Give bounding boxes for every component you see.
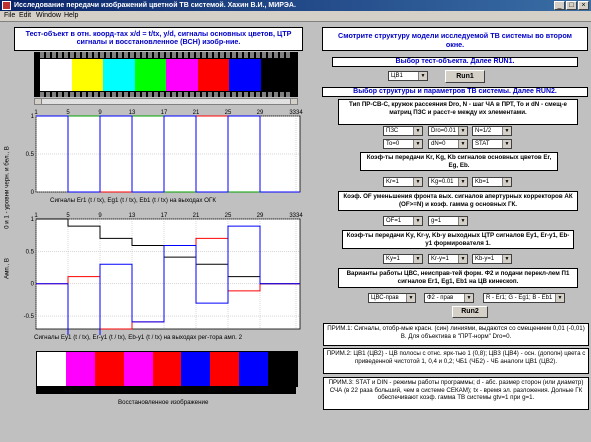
- chart1-caption: Сигналы Er1 (t / tx), Eg1 (t / tx), Eb1 (t / tx) на выходах ОГК: [50, 197, 216, 204]
- test-object-value: ЦВ1: [391, 73, 403, 79]
- horizontal-scrollbar[interactable]: [34, 98, 298, 105]
- y-tick-label: -0.5: [23, 314, 34, 321]
- x-tick-label: 13: [128, 110, 136, 116]
- k-coef-description: Коэф-ты передачи Kr, Kg, Kb сигналов основных цветов Er, Eg, Eb.: [360, 152, 558, 171]
- chevron-down-icon: ▼: [406, 294, 415, 302]
- recon-bar-2: [66, 352, 95, 386]
- x-tick-label: 1: [34, 110, 38, 116]
- f2-mode-select[interactable]: [424, 293, 474, 303]
- right-header: Смотрите структуру модели исследуемой ТВ системы во втором окне.: [322, 27, 588, 51]
- chart1-ylabel: 0 и 1 - уровни черн. и бел., В: [3, 146, 11, 229]
- recon-bar-8: [239, 352, 268, 386]
- chevron-down-icon: ▼: [502, 140, 511, 148]
- switch-p1-value: R - Er1; G - Eg1; B - Eb1: [486, 295, 553, 301]
- kg-value: Kg=0.01: [431, 179, 454, 185]
- type-description: Тип ПР-СВ-С, кружок рассеяния Dro, N - шаг ЧА в ПРТ, To и dN - смещ-е матриц ПЗС и расст-е между их элементами.: [338, 99, 578, 125]
- ky-value: Ky=1: [386, 256, 400, 262]
- kry-value: Kr-y=1: [431, 256, 449, 262]
- note-3: ПРИМ.3: STAT и DIN - режимы работы программы; d - абс. размер сторон (или диаметр) СЧА (в 22 раза больший, чем в системе СЕКАМ); tx - время эл. разложения. Долные ГК обеспечивают коэф. гамма ТВ системы gtv=1 при g=1.: [323, 377, 589, 410]
- chevron-down-icon: ▼: [464, 294, 473, 302]
- chevron-down-icon: ▼: [502, 178, 511, 186]
- gamma-select[interactable]: [428, 216, 468, 226]
- x-tick-label: 29: [256, 213, 264, 219]
- app-icon: [2, 1, 11, 10]
- y-tick-label: 0.5: [25, 152, 34, 158]
- x-tick-label: 5: [66, 213, 70, 219]
- kb-select[interactable]: [472, 177, 512, 187]
- n-step-value: N=1/2: [475, 128, 492, 134]
- left-header: Тест-объект в отн. коорд-тах x/d = t/tx, y/d, сигналы основных цветов, ЦТР сигналы и восстановленное (ВСН) изобр-ние.: [14, 27, 303, 51]
- test-object-panel: [34, 52, 298, 97]
- chevron-down-icon: ▼: [413, 217, 422, 225]
- color-bar-8: [261, 59, 293, 91]
- close-button[interactable]: ×: [578, 1, 589, 10]
- color-bar-1: [40, 59, 72, 91]
- menu-window[interactable]: Window: [36, 12, 61, 19]
- variants-description: Варианты работы ЦВС, неисправ-тей форм. Ф2 и подачи перекл-лем П1 сигналов Er1, Eg1, Eb1 на ЦВ кинескоп.: [338, 268, 578, 288]
- y-tick-label: 0: [30, 190, 34, 196]
- color-bar-7: [229, 59, 261, 91]
- menu-bar: [0, 11, 591, 22]
- x-tick-label: 1: [34, 213, 38, 219]
- window-title: Исследование передачи изображений цветной ТВ системой. Хахин В.И., МИРЭА.: [14, 2, 296, 9]
- film-perforation-top: [40, 52, 292, 58]
- y-tick-label: 1: [30, 217, 34, 223]
- x-tick-label: 17: [160, 110, 168, 116]
- y-tick-label: 1: [30, 114, 34, 120]
- chevron-down-icon: ▼: [413, 178, 422, 186]
- chevron-down-icon: ▼: [502, 127, 511, 135]
- note-1: ПРИМ.1: Сигналы, отобр-мые красн. (син) линиями, выдаются со смещением 0,01 (-0,01) В. Для объектива в "ПРТ-норм" Dro=0.: [323, 323, 589, 346]
- chart2-plot: [14, 209, 304, 335]
- of-coef-description: Коэф. OF уменьшения фронта вых. сигналов апертурных корректоров АК (OF>=N) и коэф. гамма g основных ГК.: [338, 191, 578, 211]
- chevron-down-icon: ▼: [458, 255, 467, 263]
- kby-select[interactable]: [472, 254, 512, 264]
- test-color-bars: [40, 59, 292, 91]
- reconstructed-caption: Восстановленное изображение: [118, 399, 209, 406]
- recon-bar-4: [124, 352, 153, 386]
- dn-value: dN=0: [431, 141, 446, 147]
- chevron-down-icon: ▼: [502, 255, 511, 263]
- to-select[interactable]: [383, 139, 423, 149]
- x-tick-label: 3334: [289, 213, 303, 219]
- switch-p1-select[interactable]: [483, 293, 565, 303]
- scroll-left-arrow[interactable]: [35, 99, 42, 104]
- chevron-down-icon: ▼: [418, 72, 427, 80]
- x-tick-label: 21: [192, 213, 200, 219]
- reconstructed-image-bottom: [36, 386, 296, 394]
- chevron-down-icon: ▼: [413, 140, 422, 148]
- f2-mode-value: Ф2 - прав: [427, 295, 454, 301]
- chart2-ylabel-wrap: [2, 220, 14, 320]
- select-structure-label: Выбор структуры и параметров ТВ системы. Далее RUN2.: [322, 87, 588, 97]
- reconstructed-image: [36, 351, 298, 387]
- y-tick-label: 0: [30, 281, 34, 288]
- dro-value: Dro=0.01: [431, 128, 456, 134]
- mode-value: STAT: [475, 141, 490, 147]
- chart2-caption: Сигналы Ey1 (t / tx), Er-y1 (t / tx), Eb-y1 (t / tx) на выходах рег-тора амп. 2: [34, 334, 243, 341]
- sensor-type-value: ПЗС: [386, 128, 399, 134]
- chevron-down-icon: ▼: [413, 255, 422, 263]
- x-tick-label: 29: [256, 110, 264, 116]
- color-bar-3: [103, 59, 135, 91]
- n-step-select[interactable]: [472, 126, 512, 136]
- of-value: OF=1: [386, 218, 402, 224]
- dn-select[interactable]: [428, 139, 468, 149]
- x-tick-label: 17: [160, 213, 168, 219]
- gamma-value: g=1: [431, 218, 442, 224]
- cvs-mode-select[interactable]: [368, 293, 416, 303]
- recon-bar-3: [95, 352, 124, 386]
- recon-bar-1: [37, 352, 66, 386]
- x-tick-label: 3334: [289, 110, 303, 116]
- title-bar: [0, 0, 591, 11]
- dro-select[interactable]: [428, 126, 468, 136]
- kg-select[interactable]: [428, 177, 468, 187]
- ky-coef-description: Коэф-ты передачи Ky, Kr-y, Kb-y выходных ЦТР сигналов Ey1, Er-y1, Eb-y1 формирователя 1.: [342, 230, 574, 249]
- menu-file[interactable]: File: [4, 12, 16, 19]
- chevron-down-icon: ▼: [458, 217, 467, 225]
- chevron-down-icon: ▼: [458, 127, 467, 135]
- minimize-button[interactable]: _: [554, 1, 565, 10]
- recon-bar-5: [153, 352, 182, 386]
- recon-bar-6: [181, 352, 210, 386]
- chevron-down-icon: ▼: [458, 140, 467, 148]
- color-bar-4: [135, 59, 167, 91]
- select-test-label: Выбор тест-объекта. Далее RUN1.: [332, 57, 578, 67]
- ky-select[interactable]: [383, 254, 423, 264]
- x-tick-label: 9: [98, 213, 102, 219]
- kby-value: Kb-y=1: [475, 256, 495, 262]
- recon-bar-7: [210, 352, 239, 386]
- x-tick-label: 21: [192, 110, 200, 116]
- chevron-down-icon: ▼: [458, 178, 467, 186]
- color-bar-2: [72, 59, 104, 91]
- kr-select[interactable]: [383, 177, 423, 187]
- run1-button[interactable]: Run1: [445, 70, 485, 83]
- run2-button[interactable]: Run2: [452, 306, 488, 318]
- menu-edit[interactable]: Edit: [19, 12, 32, 19]
- x-tick-label: 13: [128, 213, 136, 219]
- sensor-type-select[interactable]: [383, 126, 423, 136]
- kb-value: Kb=1: [475, 179, 490, 185]
- recon-bar-9: [268, 352, 297, 386]
- chart2-ylabel: Амп., В: [3, 257, 11, 280]
- y-tick-label: 0.5: [25, 249, 34, 256]
- cvs-mode-value: ЦВС-прав: [371, 295, 399, 301]
- note-2: ПРИМ.2: ЦВ1 (ЦВ2) - ЦВ полосы с отнс. ярк-тью 1 (0,8); ЦВ3 (ЦВ4) - осн. (дополн) цвета с приведенной чистотой 1, 0,4 и 0,2; ЧБ1 (ЧБ2) - ЧБ аналоги ЦВ1 (ЦВ2).: [323, 348, 589, 374]
- chart1-plot: [14, 106, 304, 198]
- color-bar-6: [198, 59, 230, 91]
- film-perforation-bottom: [40, 92, 292, 97]
- x-tick-label: 5: [66, 110, 70, 116]
- mode-select[interactable]: [472, 139, 512, 149]
- menu-help[interactable]: Help: [64, 12, 79, 19]
- chevron-down-icon: ▼: [413, 127, 422, 135]
- scroll-right-arrow[interactable]: [290, 99, 297, 104]
- x-tick-label: 9: [98, 110, 102, 116]
- chevron-down-icon: ▼: [555, 294, 564, 302]
- test-object-select[interactable]: [388, 71, 428, 81]
- of-select[interactable]: [383, 216, 423, 226]
- x-tick-label: 25: [224, 110, 232, 116]
- x-tick-label: 25: [224, 213, 232, 219]
- kry-select[interactable]: [428, 254, 468, 264]
- maximize-button[interactable]: □: [566, 1, 577, 10]
- kr-value: Kr=1: [386, 179, 399, 185]
- to-value: To=0: [386, 141, 400, 147]
- color-bar-5: [166, 59, 198, 91]
